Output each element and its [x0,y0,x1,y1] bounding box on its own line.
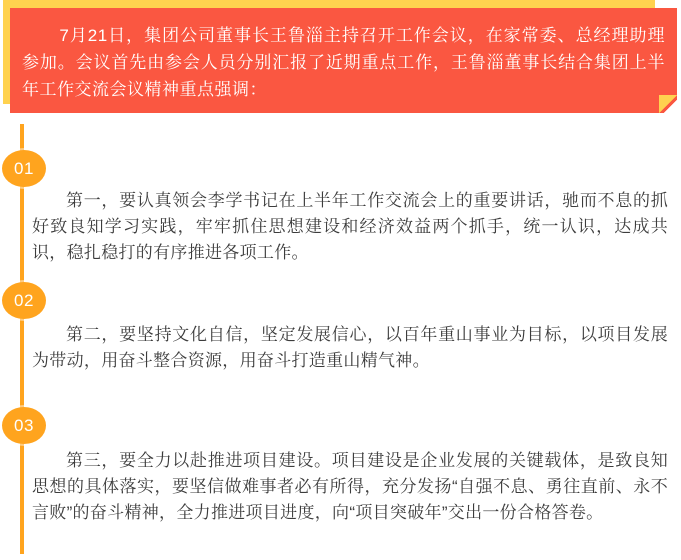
section-badge-02 [2,282,46,319]
badge-label-03: 03 [14,415,34,435]
folded-corner-icon [659,95,677,113]
section-paragraph-1: 第一，要认真领会李学书记在上半年工作交流会上的重要讲话，驰而不息的抓好致良知学习实践，牢牢抓住思想建设和经济效益两个抓手，统一认识，达成共识，稳扎稳打的有序推进各项工作。 [32,191,668,262]
section-badge-01 [2,150,46,187]
section-paragraph-2: 第二，要坚持文化自信，坚定发展信心，以百年重山事业为目标，以项目发展为带动，用奋斗整合资源，用奋斗打造重山精气神。 [32,325,668,370]
badge-label-02: 02 [14,290,34,310]
section-paragraph-3: 第三，要全力以赴推进项目建设。项目建设是企业发展的关键载体，是致良知思想的具体落实，要坚信做难事者必有所得，充分发扬“自强不息、勇往直前、永不言败”的奋斗精神，全力推进项目进度，向“项目突破年”交出一份合格答卷。 [32,451,668,522]
header-card [10,8,677,113]
header-paragraph: 7月21日，集团公司董事长王鲁淄主持召开工作会议，在家常委、总经理助理参加。会议首先由参会人员分别汇报了近期重点工作，王鲁淄董事长结合集团上半年工作交流会议精神重点强调： [22,26,665,99]
timeline-line [20,124,24,554]
badge-label-01: 01 [14,158,34,178]
section-badge-03 [2,407,46,444]
